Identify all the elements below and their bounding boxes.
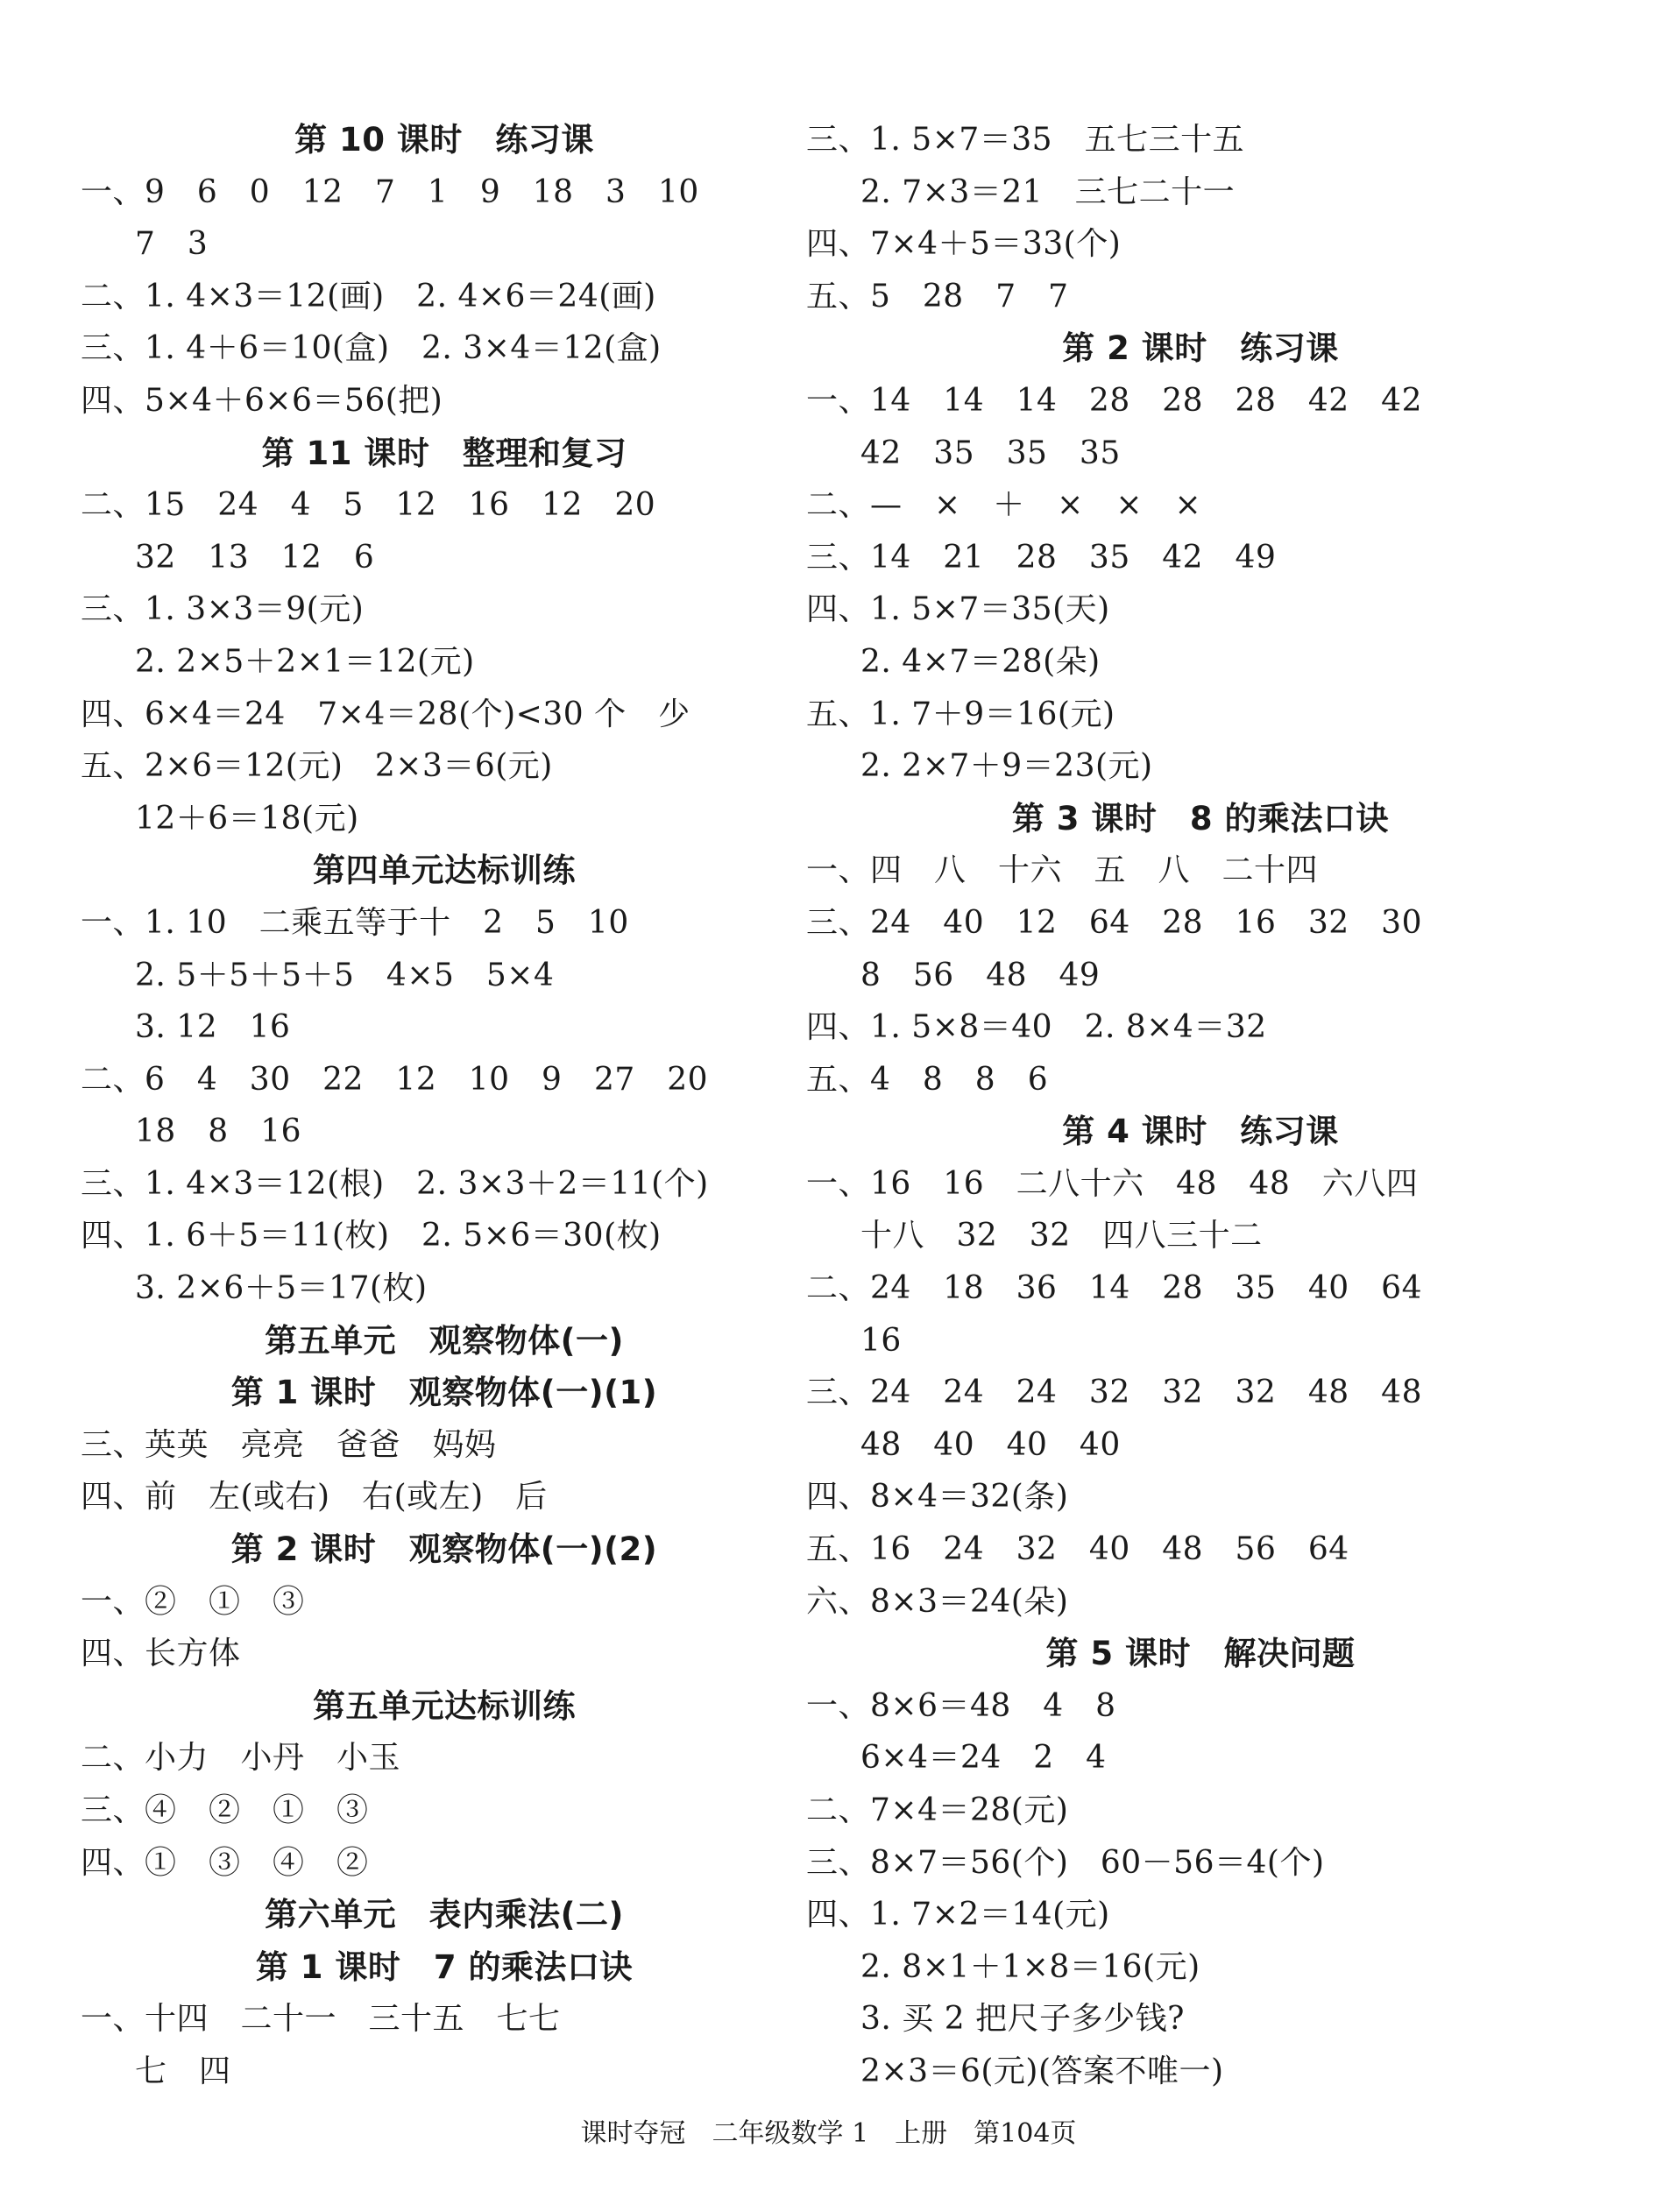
section-heading: 第 1 课时 观察物体(一)(1) <box>230 1374 658 1412</box>
answer-line: 四、7×4＋5＝33(个) <box>806 226 1122 263</box>
answer-line: 一、8×6＝48 4 8 <box>806 1687 1116 1724</box>
section-heading: 第 2 课时 观察物体(一)(2) <box>230 1530 658 1569</box>
answer-line: 四、1. 5×7＝35(天) <box>806 591 1110 628</box>
answer-line: 一、十四 二十一 三十五 七七 <box>81 2001 561 2038</box>
answer-line: 三、1. 3×3＝9(元) <box>81 591 365 628</box>
section-heading: 第 2 课时 练习课 <box>1062 329 1339 368</box>
answer-line: 18 8 16 <box>135 1113 302 1150</box>
answer-line: 四、5×4＋6×6＝56(把) <box>81 382 443 419</box>
answer-line: 二、— × ＋ × × × <box>806 487 1202 524</box>
answer-line: 四、前 左(或右) 右(或左) 后 <box>81 1479 548 1516</box>
left-column <box>81 114 808 2098</box>
answer-line: 二、6 4 30 22 12 10 9 27 20 <box>81 1061 709 1098</box>
answer-line: 五、4 8 8 6 <box>806 1061 1049 1098</box>
answer-line: 2×3＝6(元)(答案不唯一) <box>860 2053 1224 2089</box>
answer-line: 六、8×3＝24(朵) <box>806 1583 1069 1620</box>
answer-line: 48 40 40 40 <box>860 1426 1121 1463</box>
answer-line: 四、1. 5×8＝40 2. 8×4＝32 <box>806 1009 1267 1046</box>
answer-line: 十八 32 32 四八三十二 <box>860 1218 1263 1254</box>
answer-line: 2. 2×5＋2×1＝12(元) <box>135 643 475 680</box>
answer-line: 四、1. 6＋5＝11(枚) 2. 5×6＝30(枚) <box>81 1218 662 1254</box>
answer-line: 五、1. 7＋9＝16(元) <box>806 696 1115 732</box>
answer-line: 8 56 48 49 <box>860 957 1101 993</box>
answer-line: 四、1. 7×2＝14(元) <box>806 1897 1110 1933</box>
answer-line: 五、2×6＝12(元) 2×3＝6(元) <box>81 748 553 785</box>
answer-line: 三、1. 4×3＝12(根) 2. 3×3＋2＝11(个) <box>81 1165 709 1202</box>
answer-line: 四、6×4＝24 7×4＝28(个)<30 个 少 <box>81 696 690 732</box>
answer-line: 二、24 18 36 14 28 35 40 64 <box>806 1270 1422 1307</box>
section-heading: 第六单元 表内乘法(二) <box>265 1896 624 1934</box>
answer-line: 一、14 14 14 28 28 28 42 42 <box>806 382 1422 419</box>
section-heading: 第 4 课时 练习课 <box>1062 1113 1339 1151</box>
answer-line: 二、15 24 4 5 12 16 12 20 <box>81 487 656 524</box>
answer-line: 四、① ③ ④ ② <box>81 1844 369 1881</box>
section-heading: 第 1 课时 7 的乘法口诀 <box>255 1947 634 1986</box>
answer-line: 五、5 28 7 7 <box>806 278 1069 314</box>
page-footer: 课时夺冠 二年级数学 1 上册 第104页 <box>580 2118 1077 2149</box>
answer-line: 四、8×4＝32(条) <box>806 1479 1069 1516</box>
section-heading: 第 11 课时 整理和复习 <box>261 434 627 472</box>
answer-line: 一、1. 10 二乘五等于十 2 5 10 <box>81 904 629 941</box>
answer-line: 二、1. 4×3＝12(画) 2. 4×6＝24(画) <box>81 278 656 314</box>
answer-line: 7 3 <box>135 226 209 263</box>
section-heading: 第 10 课时 练习课 <box>294 121 594 159</box>
answer-line: 2. 5＋5＋5＋5 4×5 5×4 <box>135 957 555 993</box>
answer-line: 三、④ ② ① ③ <box>81 1792 369 1828</box>
answer-line: 一、四 八 十六 五 八 二十四 <box>806 852 1319 889</box>
section-heading: 第 5 课时 解决问题 <box>1045 1635 1356 1673</box>
answer-line: 16 <box>860 1322 902 1359</box>
section-heading: 第 3 课时 8 的乘法口诀 <box>1011 799 1390 837</box>
section-heading: 第四单元达标训练 <box>313 852 576 890</box>
answer-line: 一、9 6 0 12 7 1 9 18 3 10 <box>81 173 699 210</box>
answer-line: 四、长方体 <box>81 1636 241 1672</box>
answer-line: 2. 4×7＝28(朵) <box>860 643 1101 680</box>
answer-line: 2. 8×1＋1×8＝16(元) <box>860 1948 1200 1985</box>
answer-line: 三、8×7＝56(个) 60－56＝4(个) <box>806 1844 1325 1881</box>
answer-line: 32 13 12 6 <box>135 539 375 576</box>
answer-line: 三、14 21 28 35 42 49 <box>806 539 1277 576</box>
answer-line: 七 四 <box>135 2053 231 2089</box>
answer-line: 二、7×4＝28(元) <box>806 1792 1069 1828</box>
right-column <box>806 114 1595 2098</box>
answer-line: 三、1. 4＋6＝10(盒) 2. 3×4＝12(盒) <box>81 330 662 367</box>
answer-line: 一、16 16 二八十六 48 48 六八四 <box>806 1165 1419 1202</box>
answer-line: 12＋6＝18(元) <box>135 800 359 837</box>
section-heading: 第五单元达标训练 <box>313 1686 576 1725</box>
answer-line: 一、② ① ③ <box>81 1583 305 1620</box>
section-heading: 第五单元 观察物体(一) <box>265 1321 624 1360</box>
answer-line: 三、24 40 12 64 28 16 32 30 <box>806 904 1422 941</box>
answer-line: 6×4＝24 2 4 <box>860 1740 1107 1777</box>
answer-line: 二、小力 小丹 小玉 <box>81 1740 401 1777</box>
answer-line: 3. 12 16 <box>135 1009 291 1046</box>
answer-line: 三、24 24 24 32 32 32 48 48 <box>806 1375 1422 1411</box>
answer-line: 五、16 24 32 40 48 56 64 <box>806 1531 1349 1568</box>
answer-line: 2. 2×7＋9＝23(元) <box>860 748 1153 785</box>
answer-line: 3. 2×6＋5＝17(枚) <box>135 1270 428 1307</box>
answer-line: 三、1. 5×7＝35 五七三十五 <box>806 122 1245 158</box>
answer-line: 三、英英 亮亮 爸爸 妈妈 <box>81 1426 497 1463</box>
answer-line: 3. 买 2 把尺子多少钱? <box>860 2001 1185 2038</box>
answer-line: 42 35 35 35 <box>860 435 1121 471</box>
answer-line: 2. 7×3＝21 三七二十一 <box>860 173 1236 210</box>
